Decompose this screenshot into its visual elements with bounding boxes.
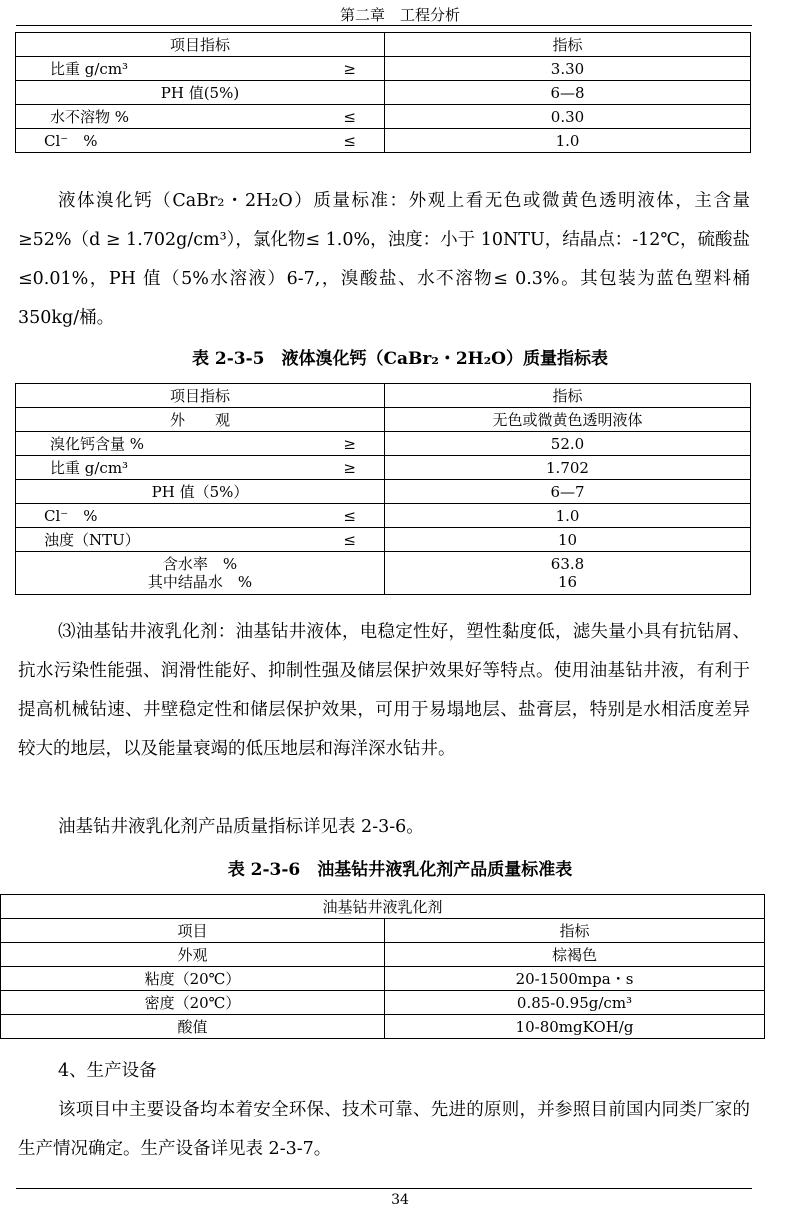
table-cell-label: 酸值: [1, 1015, 385, 1039]
table-header: 项目指标: [16, 384, 385, 408]
row-value: 63.8: [550, 555, 585, 573]
table-cell-value: 1.0: [385, 504, 751, 528]
table-cell-value: 1.0: [385, 129, 751, 153]
row-label: 其中结晶水 %: [147, 573, 253, 591]
table-row: [16, 408, 751, 432]
table-cell-label: 外观: [1, 943, 385, 967]
table-caption-2-3-6: 表 2-3-6 油基钻井液乳化剂产品质量标准表: [227, 860, 573, 880]
table-cell-value: [385, 552, 751, 595]
page-header: 第二章 工程分析: [339, 6, 460, 24]
row-label: 水不溶物 %: [50, 107, 130, 126]
table-row: [16, 57, 751, 81]
table-row: [16, 129, 751, 153]
row-value: 16: [557, 573, 578, 591]
table-cell-value: 10: [385, 528, 751, 552]
table-cell-value: 52.0: [385, 432, 751, 456]
table-row: [16, 105, 751, 129]
table-cell-label: [16, 432, 385, 456]
table-cell-value: 1.702: [385, 456, 751, 480]
table-header: 项目指标: [16, 33, 385, 57]
table-row: [1, 919, 765, 943]
table-header: 指标: [385, 919, 765, 943]
table-row: [16, 552, 751, 595]
table-cell-value: 6—7: [385, 480, 751, 504]
row-operator: ≤: [343, 530, 356, 549]
row-operator: ≤: [343, 107, 356, 126]
row-operator: ≤: [343, 506, 356, 525]
row-label: 含水率 %: [162, 555, 238, 573]
table-cell-value: 0.85-0.95g/cm³: [385, 991, 765, 1015]
table-row: [16, 81, 751, 105]
table-cell-value: 无色或微黄色透明液体: [385, 408, 751, 432]
table-cell-label: PH 值(5%): [16, 81, 385, 105]
table-header: 指标: [385, 384, 751, 408]
table-cell-label: 外 观: [16, 408, 385, 432]
table-row: [16, 33, 751, 57]
table-cell-label: [16, 57, 385, 81]
table-cell-value: 0.30: [385, 105, 751, 129]
paragraph-calcium-bromide: 液体溴化钙（CaBr₂・2H₂O）质量标准：外观上看无色或微黄色透明液体，主含量≥52%（d ≥ 1.702g/cm³），氯化物≤ 1.0%，浊度：小于 10NTU，结晶点：-12℃，硫酸盐≤0.01%，PH 值（5%水溶液）6-7,，溴酸盐、水不溶物≤ 0.3%。其包装为蓝色塑料桶 350kg/桶。: [18, 191, 750, 328]
row-label: Cl⁻ %: [44, 506, 98, 525]
table-cell-label: [16, 105, 385, 129]
table-row: [16, 480, 751, 504]
row-operator: ≥: [343, 59, 356, 78]
table-header: 指标: [385, 33, 751, 57]
table-row: [16, 528, 751, 552]
paragraph-table-reference: 油基钻井液乳化剂产品质量指标详见表 2-3-6。: [58, 817, 424, 837]
table-row: [1, 1015, 765, 1039]
table-row: [16, 384, 751, 408]
table-cell-label: PH 值（5%）: [16, 480, 385, 504]
table-cell-label: 粘度（20℃）: [1, 967, 385, 991]
table-1: [15, 32, 751, 153]
header-rule: [16, 25, 752, 26]
table-row: [1, 967, 765, 991]
row-label: 比重 g/cm³: [50, 59, 129, 78]
table-title: 油基钻井液乳化剂: [1, 895, 765, 919]
table-cell-label: [16, 552, 385, 595]
row-operator: ≤: [343, 131, 356, 150]
footer-rule: [16, 1188, 752, 1189]
table-cell-label: [16, 129, 385, 153]
table-header: 项目: [1, 919, 385, 943]
table-cell-value: 10-80mgKOH/g: [385, 1015, 765, 1039]
section-heading-4: 4、生产设备: [58, 1061, 157, 1081]
table-row: [16, 456, 751, 480]
table-row: [16, 504, 751, 528]
table-cell-label: [16, 456, 385, 480]
page-number: 34: [391, 1192, 409, 1208]
table-cell-label: [16, 504, 385, 528]
row-label: 溴化钙含量 %: [50, 434, 145, 453]
table-row: [1, 895, 765, 919]
table-cell-label: [16, 528, 385, 552]
row-operator: ≥: [343, 458, 356, 477]
table-cell-value: 6—8: [385, 81, 751, 105]
table-caption-2-3-5: 表 2-3-5 液体溴化钙（CaBr₂・2H₂O）质量指标表: [192, 349, 608, 369]
table-row: [16, 432, 751, 456]
row-operator: ≥: [343, 434, 356, 453]
table-cell-value: 棕褐色: [385, 943, 765, 967]
table-row: [1, 943, 765, 967]
table-2-3-5: [15, 383, 751, 595]
table-cell-value: 3.30: [385, 57, 751, 81]
table-row: [1, 991, 765, 1015]
row-label: 浊度（NTU）: [44, 530, 140, 549]
table-cell-value: 20-1500mpa・s: [385, 967, 765, 991]
paragraph-oil-based-emulsifier: ⑶油基钻井液乳化剂：油基钻井液体，电稳定性好，塑性黏度低，滤失量小具有抗钻屑、抗水污染性能强、润滑性能好、抑制性强及储层保护效果好等特点。使用油基钻井液，有利于提高机械钻速、井壁稳定性和储层保护效果，可用于易塌地层、盐膏层，特别是水相活度差异较大的地层，以及能量衰竭的低压地层和海洋深水钻井。: [18, 622, 750, 759]
paragraph-production-equipment: 该项目中主要设备均本着安全环保、技术可靠、先进的原则，并参照目前国内同类厂家的生产情况确定。生产设备详见表 2-3-7。: [18, 1100, 750, 1159]
row-label: Cl⁻ %: [44, 131, 98, 150]
table-cell-label: 密度（20℃）: [1, 991, 385, 1015]
table-2-3-6: [0, 894, 765, 1039]
row-label: 比重 g/cm³: [50, 458, 129, 477]
